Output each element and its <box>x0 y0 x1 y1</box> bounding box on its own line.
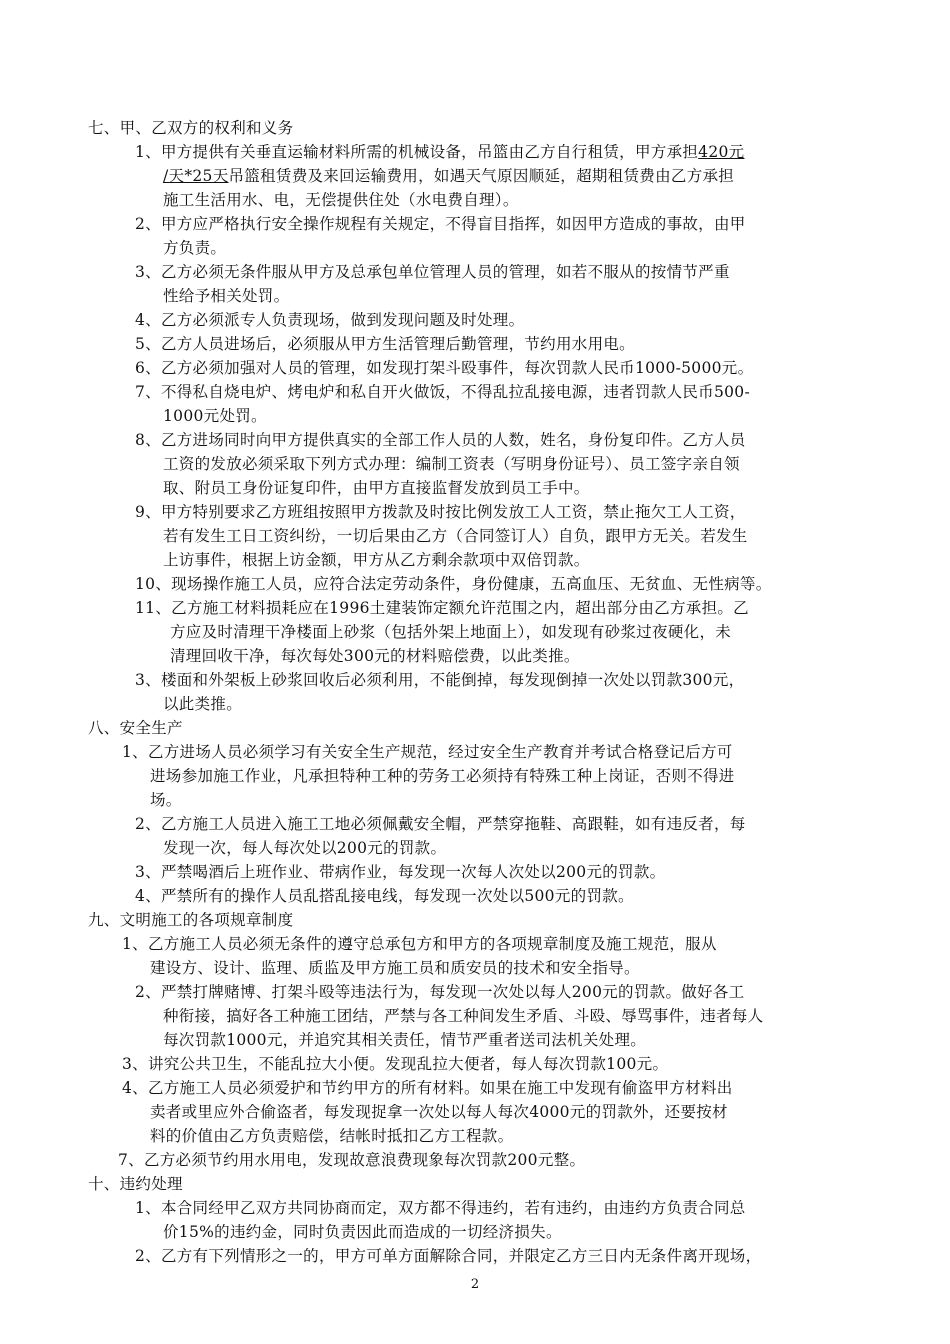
clause-7-11-cont: 清理回收干净，每次每处300元的材料赔偿费，以此类推。 <box>170 647 580 665</box>
clause-7-1-cont: /天*25天吊篮租赁费及来回运输费用，如遇天气原因顺延，超期租赁费由乙方承担 <box>163 167 735 185</box>
clause-9-4-cont: 卖者或里应外合偷盗者，每发现捉拿一次处以每人每次4000元的罚款外，还要按材 <box>150 1103 728 1121</box>
clause-8-1-cont: 进场参加施工作业，凡承担特种工种的劳务工必须持有特殊工种上岗证，否则不得进 <box>150 767 735 785</box>
clause-7-1-cont: 施工生活用水、电，无偿提供住处（水电费自理）。 <box>163 191 519 209</box>
section-heading-7: 七、甲、乙双方的权利和义务 <box>88 119 294 137</box>
page-number: 2 <box>470 1277 480 1292</box>
clause-9-2-cont: 种衔接，搞好各工种施工团结，严禁与各工种间发生矛盾、斗殴、辱骂事件，违者每人 <box>163 1007 764 1025</box>
clause-7-12-cont: 以此类推。 <box>163 695 243 713</box>
clause-9-4-cont: 料的价值由乙方负责赔偿，结帐时抵扣乙方工程款。 <box>150 1127 514 1145</box>
section-heading-9: 九、文明施工的各项规章制度 <box>88 911 294 929</box>
clause-7-3-cont: 性给予相关处罚。 <box>163 287 290 305</box>
clause-7-4: 4、乙方必须派专人负责现场，做到发现问题及时处理。 <box>135 311 525 329</box>
clause-7-1: 1、甲方提供有关垂直运输材料所需的机械设备，吊篮由乙方自行租赁，甲方承担420元 <box>135 143 745 161</box>
clause-9-7: 7、乙方必须节约用水用电，发现故意浪费现象每次罚款200元整。 <box>118 1151 586 1169</box>
clause-9-1: 1、乙方施工人员必须无条件的遵守总承包方和甲方的各项规章制度及施工规范，服从 <box>122 935 717 953</box>
clause-10-2: 2、乙方有下列情形之一的，甲方可单方面解除合同，并限定乙方三日内无条件离开现场， <box>135 1247 762 1265</box>
clause-8-2-cont: 发现一次，每人每次处以200元的罚款。 <box>163 839 447 857</box>
clause-8-4: 4、严禁所有的操作人员乱搭乱接电线，每发现一次处以500元的罚款。 <box>135 887 634 905</box>
clause-9-4: 4、乙方施工人员必须爱护和节约甲方的所有材料。如果在施工中发现有偷盗甲方材料出 <box>122 1079 733 1097</box>
clause-9-2: 2、严禁打牌赌博、打架斗殴等违法行为，每发现一次处以每人200元的罚款。做好各工 <box>135 983 745 1001</box>
clause-7-6: 6、乙方必须加强对人员的管理，如发现打架斗殴事件，每次罚款人民币1000-5000元。 <box>135 359 754 377</box>
clause-7-7-cont: 1000元处罚。 <box>163 407 267 425</box>
clause-7-10: 10、现场操作施工人员，应符合法定劳动条件，身份健康，五高血压、无贫血、无性病等。 <box>135 575 772 593</box>
clause-8-1: 1、乙方进场人员必须学习有关安全生产规范，经过安全生产教育并考试合格登记后方可 <box>122 743 733 761</box>
clause-7-2-cont: 方负责。 <box>163 239 227 257</box>
clause-7-8: 8、乙方进场同时向甲方提供真实的全部工作人员的人数，姓名，身份复印件。乙方人员 <box>135 431 746 449</box>
section-heading-8: 八、安全生产 <box>88 719 183 737</box>
clause-7-12: 3、楼面和外架板上砂浆回收后必须利用，不能倒掉，每发现倒掉一次处以罚款300元， <box>135 671 745 689</box>
clause-7-11-cont: 方应及时清理干净楼面上砂浆（包括外架上地面上），如发现有砂浆过夜硬化，未 <box>170 623 732 641</box>
clause-7-9: 9、甲方特别要求乙方班组按照甲方拨款及时按比例发放工人工资，禁止拖欠工人工资， <box>135 503 746 521</box>
clause-9-1-cont: 建设方、设计、监理、质监及甲方施工员和质安员的技术和安全指导。 <box>150 959 640 977</box>
clause-7-3: 3、乙方必须无条件服从甲方及总承包单位管理人员的管理，如若不服从的按情节严重 <box>135 263 730 281</box>
clause-7-11: 11、乙方施工材料损耗应在1996土建装饰定额允许范围之内，超出部分由乙方承担。乙 <box>135 599 749 617</box>
clause-7-2: 2、甲方应严格执行安全操作规程有关规定，不得盲目指挥，如因甲方造成的事故，由甲 <box>135 215 746 233</box>
clause-7-5: 5、乙方人员进场后，必须服从甲方生活管理后勤管理，节约用水用电。 <box>135 335 635 353</box>
clause-8-2: 2、乙方施工人员进入施工工地必须佩戴安全帽，严禁穿拖鞋、高跟鞋，如有违反者，每 <box>135 815 746 833</box>
clause-7-9-cont: 上访事件，根据上访金额，甲方从乙方剩余款项中双倍罚款。 <box>163 551 590 569</box>
clause-7-7: 7、不得私自烧电炉、烤电炉和私自开火做饭，不得乱拉乱接电源，违者罚款人民币500- <box>135 383 750 401</box>
clause-9-2-cont: 每次罚款1000元，并追究其相关责任，情节严重者送司法机关处理。 <box>163 1031 647 1049</box>
clause-7-8-cont: 工资的发放必须采取下列方式办理：编制工资表（写明身份证号）、员工签字亲自领 <box>163 455 740 473</box>
clause-8-3: 3、严禁喝酒后上班作业、带病作业，每发现一次每人次处以200元的罚款。 <box>135 863 666 881</box>
clause-10-1: 1、本合同经甲乙双方共同协商而定，双方都不得违约，若有违约，由违约方负责合同总 <box>135 1199 746 1217</box>
clause-7-9-cont: 若有发生工日工资纠纷，一切后果由乙方（合同签订人）自负，跟甲方无关。若发生 <box>163 527 748 545</box>
clause-9-3: 3、讲究公共卫生，不能乱拉大小便。发现乱拉大便者，每人每次罚款100元。 <box>122 1055 669 1073</box>
clause-10-1-cont: 价15%的违约金，同时负责因此而造成的一切经济损失。 <box>163 1223 562 1241</box>
clause-7-8-cont: 取、附员工身份证复印件，由甲方直接监督发放到员工手中。 <box>163 479 590 497</box>
clause-8-1-cont: 场。 <box>150 791 182 809</box>
section-heading-10: 十、违约处理 <box>88 1175 183 1193</box>
